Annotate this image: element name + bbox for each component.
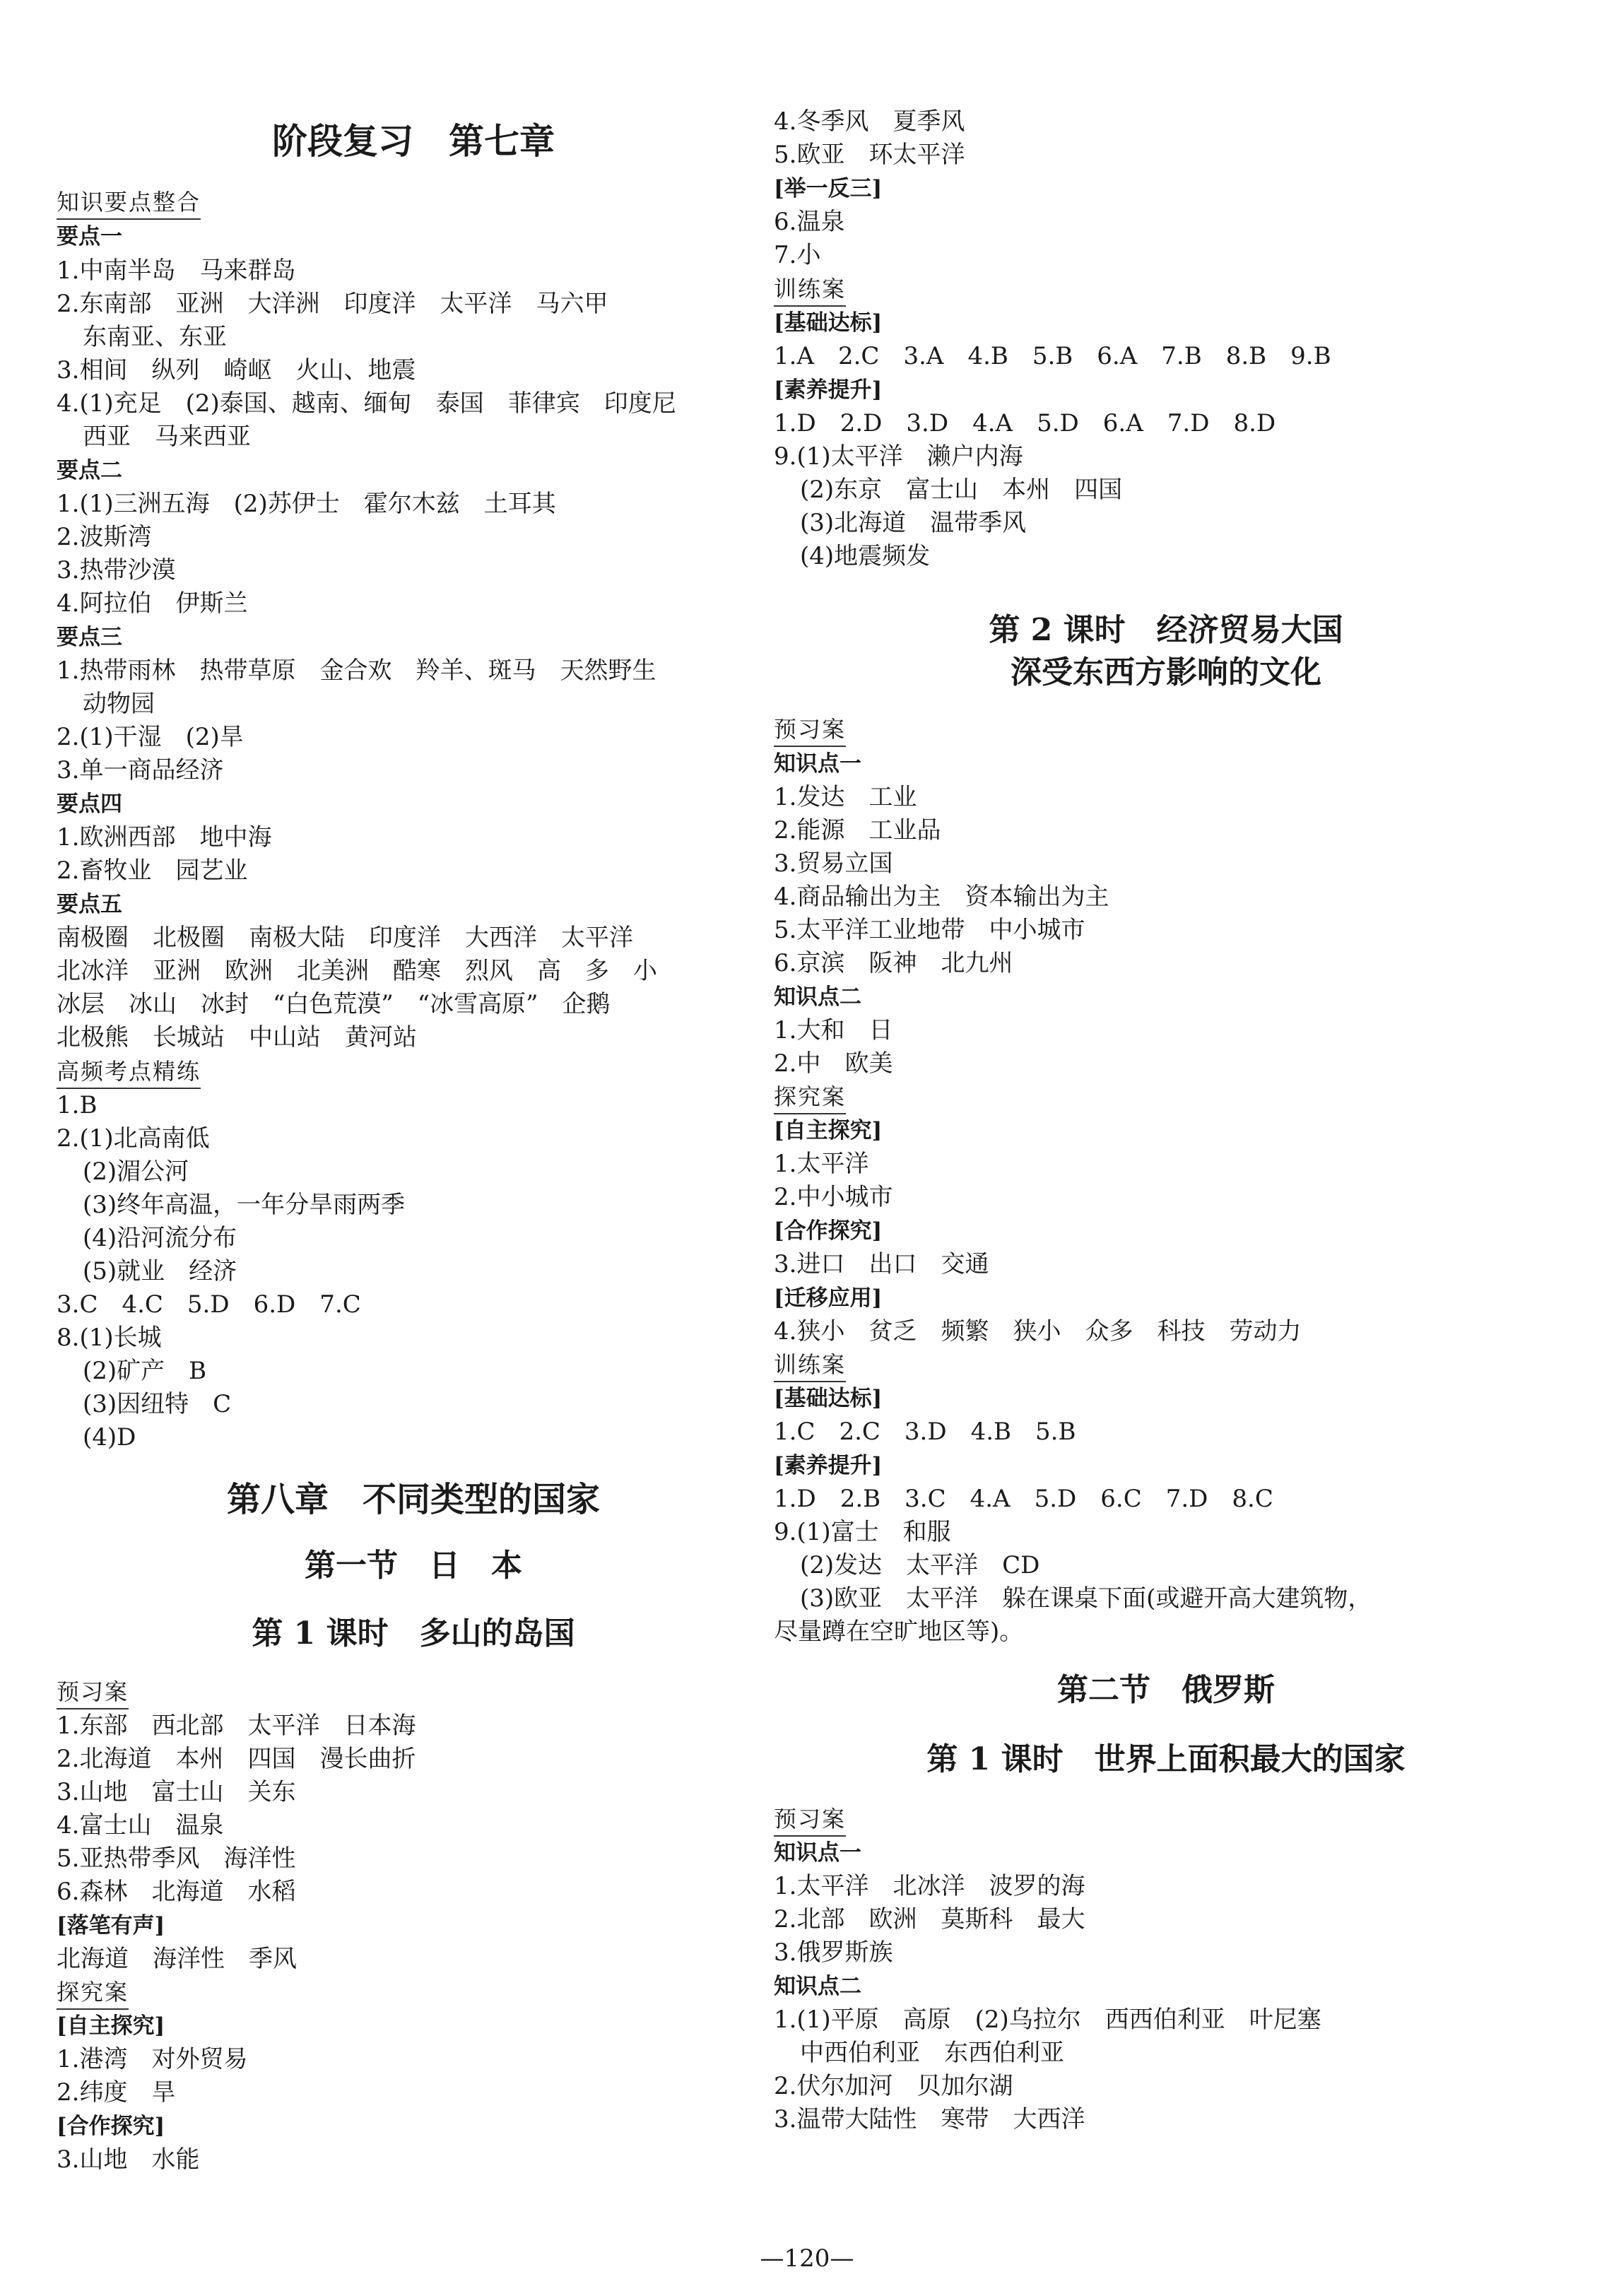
subsection-heading: [基础达标] [774,1386,883,1411]
subsection-heading: 知识点一 [774,751,861,777]
answer-line: 4.富士山 温泉 [57,1811,224,1839]
section-title: 阶段复习 第七章 [272,120,555,162]
answer-line: 4.(1)充足 (2)泰国、越南、缅甸 泰国 菲律宾 印度尼 [57,389,676,418]
subsection-heading: [素养提升] [774,1453,883,1478]
answer-line: 3.温带大陆性 寒带 大西洋 [774,2105,1085,2133]
subsection-heading: [举一反三] [774,176,883,201]
answer-line: 2.(1)北高南低 [57,1124,210,1153]
answer-line: 2.能源 工业品 [774,816,941,844]
answer-line: 1.中南半岛 马来群岛 [57,257,296,285]
answer-line: 3.C 4.C 5.D 6.D 7.C [57,1290,361,1319]
answer-line: 尽量蹲在空旷地区等)。 [774,1618,1024,1646]
answer-line-indented: (3)因纽特 C [83,1390,232,1418]
subsection-heading: [落笔有声] [57,1913,165,1938]
section-label: 探究案 [774,1081,846,1114]
answer-line: 1.热带雨林 热带草原 金合欢 羚羊、斑马 天然野生 [57,657,656,685]
section-label: 高频考点精练 [57,1056,201,1089]
answer-line-indented: (4)D [83,1423,136,1452]
lesson-title: 第一节 日 本 [305,1548,522,1584]
answer-line: 南极圈 北极圈 南极大陆 印度洋 大西洋 太平洋 [57,924,633,952]
answer-line: 2.中小城市 [774,1183,893,1211]
lesson-title: 第 1 课时 世界上面积最大的国家 [926,1741,1406,1777]
subsection-heading: [基础达标] [774,310,883,336]
subsection-heading: 知识点二 [774,984,861,1010]
subsection-heading: 知识点一 [774,1840,861,1866]
subsection-heading: 要点三 [57,625,122,650]
page-number: —120— [760,2244,854,2273]
answer-line: 3.俄罗斯族 [774,1938,893,1967]
answer-line: 9.(1)太平洋 濑户内海 [774,442,1023,471]
answer-line: 1.东部 西北部 太平洋 日本海 [57,1712,416,1740]
answer-line: 1.太平洋 北冰洋 波罗的海 [774,1872,1085,1900]
answer-line: 1.B [57,1091,98,1119]
section-label: 知识要点整合 [57,187,201,220]
section-label: 训练案 [774,273,846,307]
chapter-title: 第八章 不同类型的国家 [226,1480,600,1519]
answer-line: 5.欧亚 环太平洋 [774,141,965,169]
answer-line: 1.(1)三洲五海 (2)苏伊士 霍尔木兹 土耳其 [57,490,556,518]
subsection-heading: 要点四 [57,791,122,817]
answer-line: 2.北部 欧洲 莫斯科 最大 [774,1905,1085,1933]
section-label: 训练案 [774,1349,846,1382]
answer-line: 8.(1)长城 [57,1324,162,1352]
answer-line: 4.狭小 贫乏 频繁 狭小 众多 科技 劳动力 [774,1317,1302,1346]
answer-line: 3.贸易立国 [774,849,893,878]
section-label: 探究案 [57,1977,129,2010]
answer-line: 4.冬季风 夏季风 [774,107,965,136]
answer-line: 6.温泉 [774,208,845,236]
answer-line: 5.太平洋工业地带 中小城市 [774,916,1085,944]
answer-line: 3.山地 水能 [57,2145,200,2174]
answer-line-indented: (3)终年高温，一年分旱雨两季 [83,1191,406,1219]
answer-line: 1.港湾 对外贸易 [57,2045,248,2073]
answer-line-indented: (2)湄公河 [83,1158,189,1186]
lesson-title: 深受东西方影响的文化 [1011,654,1321,690]
answer-line: 1.发达 工业 [774,783,917,811]
answer-line-indented: (4)地震频发 [800,542,931,570]
answer-line-indented: 动物园 [83,690,155,718]
subsection-heading: [自主探究] [774,1118,883,1143]
answer-line: 1.大和 日 [774,1016,893,1044]
answer-line-indented: (3)欧亚 太平洋 躲在课桌下面(或避开高大建筑物， [800,1584,1372,1613]
answer-line: 1.D 2.D 3.D 4.A 5.D 6.A 7.D 8.D [774,409,1276,437]
answer-line: 5.亚热带季风 海洋性 [57,1844,296,1873]
answer-line: 1.(1)平原 高原 (2)乌拉尔 西西伯利亚 叶尼塞 [774,2006,1321,2034]
subsection-heading: [自主探究] [57,2013,165,2039]
subsection-heading: 要点一 [57,224,122,249]
answer-line-indented: (3)北海道 温带季风 [800,509,1027,537]
answer-line: 4.阿拉伯 伊斯兰 [57,589,248,618]
subsection-heading: [合作探究] [57,2114,165,2139]
answer-line-indented: (4)沿河流分布 [83,1224,237,1252]
answer-line: 冰层 冰山 冰封 “白色荒漠” “冰雪高原” 企鹅 [57,990,611,1018]
answer-line: 1.D 2.B 3.C 4.A 5.D 6.C 7.D 8.C [774,1485,1273,1513]
answer-line: 2.伏尔加河 贝加尔湖 [774,2072,1013,2100]
subsection-heading: [迁移应用] [774,1285,883,1311]
subsection-heading: [合作探究] [774,1218,883,1244]
lesson-title: 第 1 课时 多山的岛国 [252,1615,575,1652]
lesson-title: 第二节 俄罗斯 [1057,1672,1275,1708]
answer-line: 3.热带沙漠 [57,556,176,584]
answer-line: 3.山地 富士山 关东 [57,1778,296,1806]
answer-line-indented: (2)发达 太平洋 CD [800,1551,1040,1579]
answer-line: 1.欧洲西部 地中海 [57,823,272,852]
answer-line-indented: 西亚 马来西亚 [83,423,251,451]
subsection-heading: [素养提升] [774,377,883,403]
answer-line-indented: (5)就业 经济 [83,1257,237,1285]
answer-line: 2.纬度 旱 [57,2078,176,2107]
answer-line: 3.进口 出口 交通 [774,1250,989,1278]
answer-line-indented: (2)东京 富士山 本州 四国 [800,476,1123,504]
answer-line: 2.中 欧美 [774,1049,893,1078]
answer-line: 北极熊 长城站 中山站 黄河站 [57,1023,417,1052]
section-label: 预习案 [774,1803,846,1837]
answer-line: 9.(1)富士 和服 [774,1518,951,1546]
answer-line: 1.A 2.C 3.A 4.B 5.B 6.A 7.B 8.B 9.B [774,342,1331,370]
answer-line: 2.北海道 本州 四国 漫长曲折 [57,1745,416,1773]
answer-line: 6.森林 北海道 水稻 [57,1878,296,1906]
subsection-heading: 要点五 [57,892,122,917]
answer-line: 北海道 海洋性 季风 [57,1945,297,1973]
answer-line: 1.太平洋 [774,1150,869,1178]
answer-line: 2.波斯湾 [57,523,152,551]
answer-line: 2.东南部 亚洲 大洋洲 印度洋 太平洋 马六甲 [57,290,608,318]
subsection-heading: 要点二 [57,458,122,483]
answer-line: 2.畜牧业 园艺业 [57,856,248,885]
answer-line: 2.(1)干湿 (2)旱 [57,723,244,751]
answer-line: 1.C 2.C 3.D 4.B 5.B [774,1418,1076,1446]
answer-line: 北冰洋 亚洲 欧洲 北美洲 酷寒 烈风 高 多 小 [57,957,657,985]
subsection-heading: 知识点二 [774,1974,861,1999]
answer-line: 3.单一商品经济 [57,756,224,784]
section-label: 预习案 [774,714,846,747]
answer-line: 7.小 [774,241,821,269]
answer-line-indented: 东南亚、东亚 [83,323,227,351]
answer-line: 3.相间 纵列 崎岖 火山、地震 [57,356,416,384]
lesson-title: 第 2 课时 经济贸易大国 [989,612,1343,648]
answer-line: 4.商品输出为主 资本输出为主 [774,883,1109,911]
section-label: 预习案 [57,1676,129,1709]
answer-line-indented: 中西伯利亚 东西伯利亚 [800,2039,1064,2067]
answer-line: 6.京滨 阪神 北九州 [774,949,1013,977]
answer-line-indented: (2)矿产 B [83,1357,207,1385]
